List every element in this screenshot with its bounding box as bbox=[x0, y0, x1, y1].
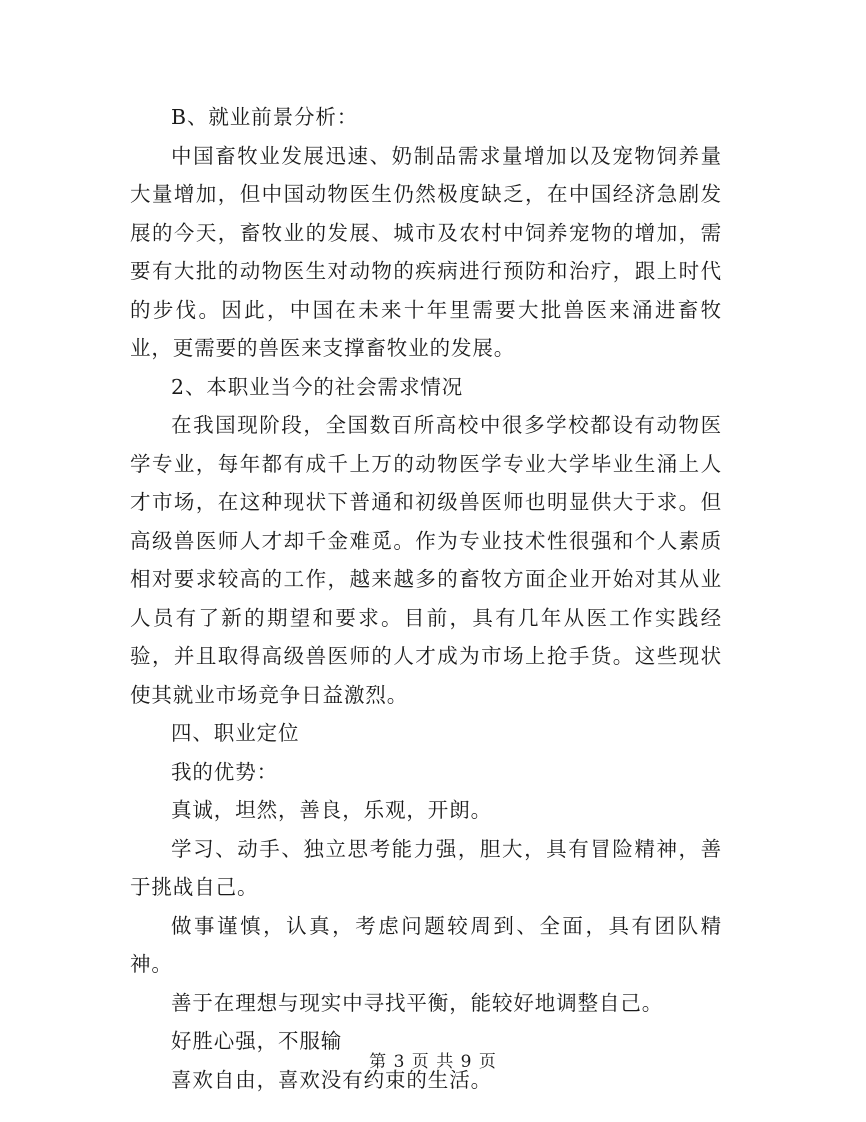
section-heading-career-positioning: 四、职业定位 bbox=[171, 721, 300, 745]
subheading-my-strengths: 我的优势： bbox=[171, 759, 278, 784]
document-body bbox=[130, 98, 722, 1099]
strength-item: 真诚，坦然，善良，乐观，开朗。 bbox=[171, 798, 492, 822]
strength-item: 好胜心强，不服输 bbox=[171, 1029, 343, 1053]
strength-item: 喜欢自由，喜欢没有约束的生活。 bbox=[171, 1067, 492, 1092]
paragraph-social-demand: 在我国现阶段，全国数百所高校中很多学校都设有动物医学专业，每年都有成千上万的动物医学专业大学毕业生涌上人才市场，在这种现状下普通和初级兽医师也明显供大于求。但高级兽医师人才却千金难觅。作为专业技术性很强和个人素质相对要求较高的工作，越来越多的畜牧方面企业开始对其从业人员有了新的期望和要求。目前，具有几年从医工作实践经验，并且取得高级兽医师的人才成为市场上抢手货。这些现状使其就业市场竞争日益激烈。 bbox=[130, 413, 722, 707]
paragraph-outlook-analysis: 中国畜牧业发展迅速、奶制品需求量增加以及宠物饲养量大量增加，但中国动物医生仍然极度缺乏，在中国经济急剧发展的今天，畜牧业的发展、城市及农村中饲养宠物的增加，需要有大批的动物医生对动物的疾病进行预防和治疗，跟上时代的步伐。因此，中国在未来十年里需要大批兽医来涌进畜牧业，更需要的兽医来支撑畜牧业的发展。 bbox=[130, 143, 722, 360]
strength-item: 做事谨慎，认真，考虑问题较周到、全面，具有团队精神。 bbox=[130, 913, 722, 976]
strength-item: 善于在理想与现实中寻找平衡，能较好地调整自己。 bbox=[171, 990, 664, 1015]
section-heading-employment-outlook: B、就业前景分析： bbox=[171, 105, 359, 129]
strength-item: 学习、动手、独立思考能力强，胆大，具有冒险精神，善于挑战自己。 bbox=[130, 836, 722, 899]
page-number-footer: 第 3 页 共 9 页 bbox=[369, 1052, 497, 1072]
section-heading-social-demand: 2、本职业当今的社会需求情况 bbox=[171, 374, 464, 399]
